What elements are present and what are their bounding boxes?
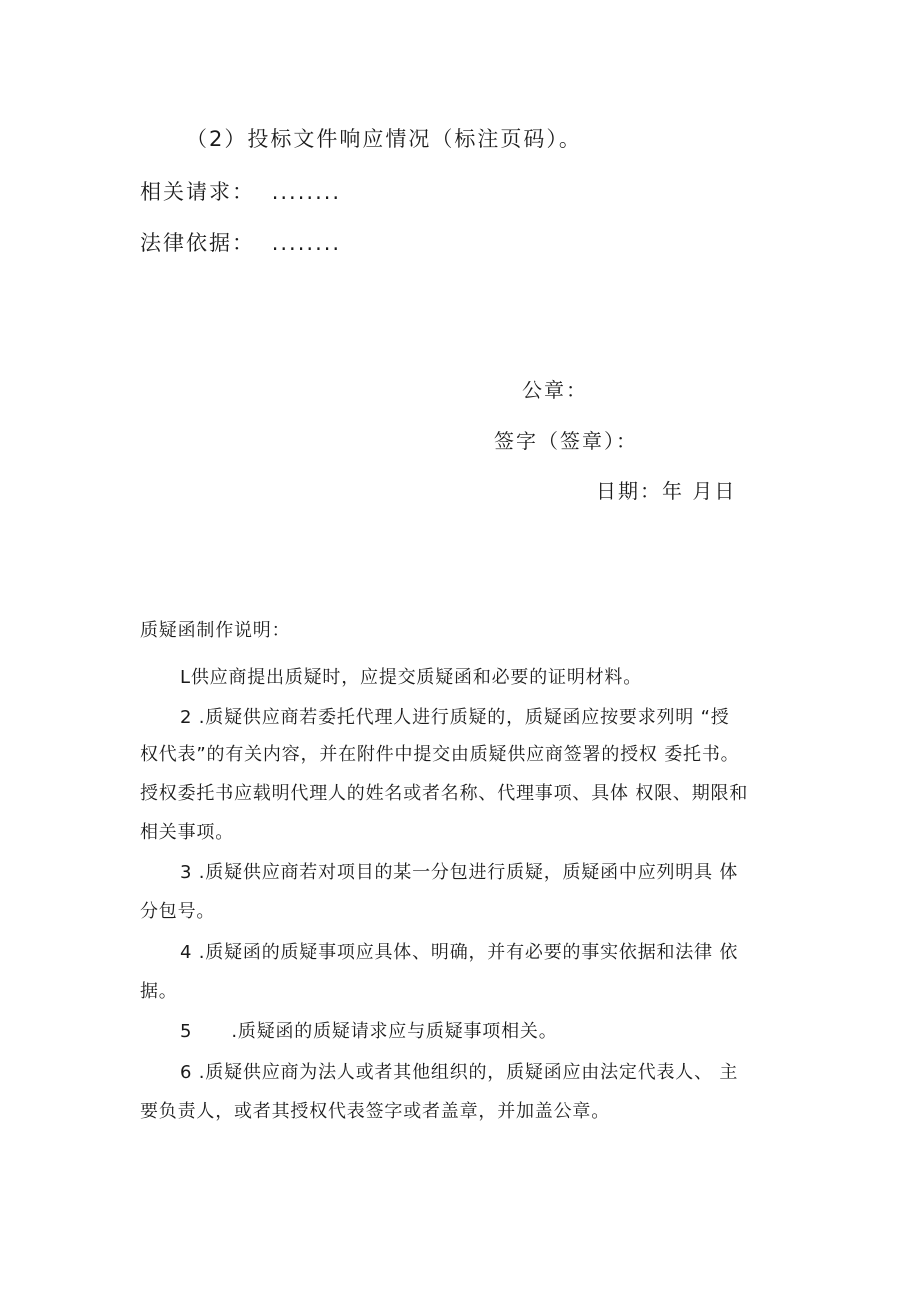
request-placeholder: ........ — [271, 180, 342, 204]
instruction-item-2-cont: 权代表”的有关内容，并在附件中提交由质疑供应商签署的授权 委托书。 — [140, 744, 740, 765]
instruction-item-4-cont: 据。 — [140, 981, 178, 1002]
instruction-item-2-cont: 授权委托书应载明代理人的姓名或者名称、代理事项、具体 权限、期限和 — [140, 783, 749, 804]
date-label: 日期：年 月日 — [596, 479, 737, 503]
instruction-item-5: 5 .质疑函的质疑请求应与质疑事项相关。 — [180, 1021, 558, 1042]
basis-placeholder: ........ — [271, 231, 342, 255]
response-heading: （2）投标文件响应情况（标注页码）。 — [186, 127, 582, 151]
basis-label: 法律依据： — [140, 231, 255, 255]
instruction-item-3: 3 .质疑供应商若对项目的某一分包进行质疑，质疑函中应列明具 体 — [180, 862, 739, 883]
instruction-item-6: 6 .质疑供应商为法人或者其他组织的，质疑函应由法定代表人、 主 — [180, 1062, 739, 1083]
instruction-item-1: L供应商提出质疑时，应提交质疑函和必要的证明材料。 — [180, 667, 643, 688]
instruction-item-3-cont: 分包号。 — [140, 901, 216, 922]
basis-row — [140, 231, 341, 255]
instruction-item-2-cont: 相关事项。 — [140, 822, 234, 843]
request-label: 相关请求： — [140, 180, 255, 204]
instruction-item-2: 2 .质疑供应商若委托代理人进行质疑的，质疑函应按要求列明 “授 — [180, 707, 730, 728]
instructions-title: 质疑函制作说明： — [140, 620, 291, 641]
instruction-item-4: 4 .质疑函的质疑事项应具体、明确，并有必要的事实依据和法律 依 — [180, 942, 739, 963]
instruction-item-6-cont: 要负责人，或者其授权代表签字或者盖章，并加盖公章。 — [140, 1101, 610, 1122]
signature-label: 签字（签章）： — [494, 429, 638, 453]
seal-label: 公章： — [522, 378, 588, 402]
request-row — [140, 180, 341, 204]
